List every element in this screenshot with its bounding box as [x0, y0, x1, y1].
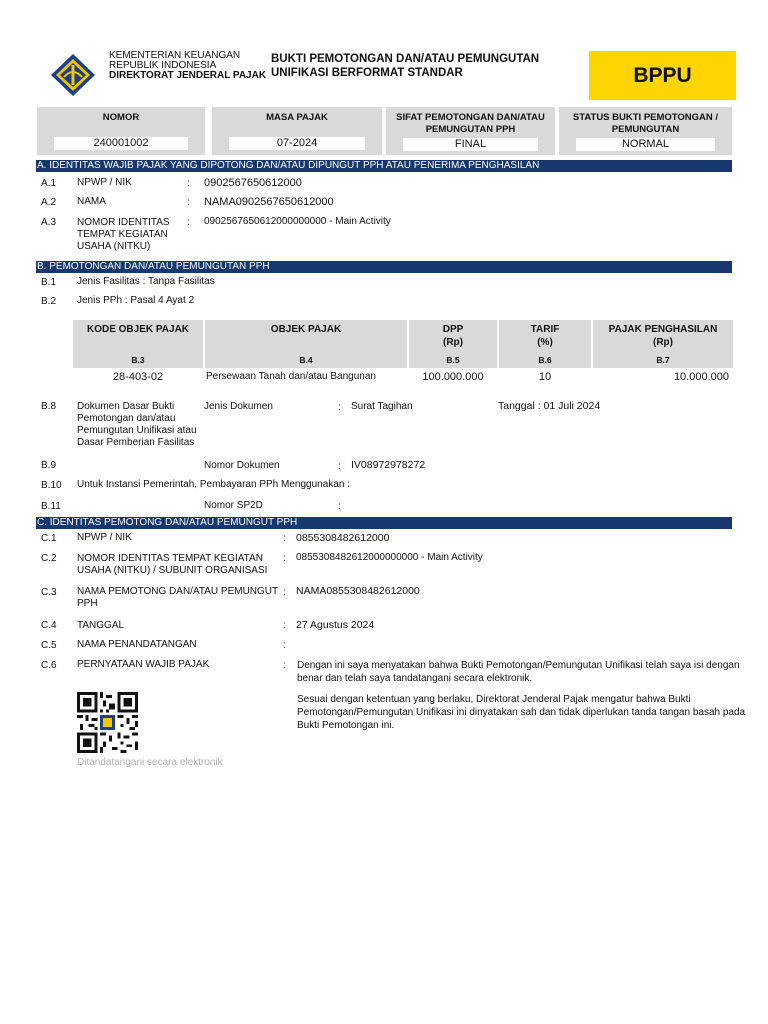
th-kode-code: B.3: [131, 355, 145, 365]
c6-p1-line-2: benar dan telah saya tandatangani secara elektronik.: [297, 673, 533, 684]
status-value: NORMAL: [576, 138, 715, 151]
th-pph-label-2: (Rp): [653, 337, 673, 348]
ministry-line-3: DIREKTORAT JENDERAL PAJAK: [109, 70, 267, 81]
th-objek: [205, 320, 407, 368]
c2-label: [77, 553, 267, 577]
masa-pajak-box: [212, 107, 382, 155]
a3-label-1: NOMOR IDENTITAS: [77, 217, 170, 228]
document-title: [271, 52, 571, 80]
row-pph: 10.000.000: [673, 371, 729, 383]
sifat-label-2: PEMUNGUTAN PPH: [425, 124, 516, 135]
c3-number: C.3: [41, 587, 57, 598]
th-tarif-label-1: TARIF: [530, 324, 560, 335]
signed-note: Ditandatangani secara elektronik: [77, 757, 223, 768]
b8-jenis-value: Surat Tagihan: [351, 401, 413, 412]
sifat-value: FINAL: [403, 138, 538, 151]
b11-label: Nomor SP2D: [204, 500, 263, 511]
th-pph-code: B.7: [656, 355, 670, 365]
masa-pajak-value: 07-2024: [229, 137, 365, 150]
th-dpp-label: [409, 323, 497, 349]
nomor-value: 240001002: [54, 137, 188, 150]
b1-text: Jenis Fasilitas : Tanpa Fasilitas: [77, 276, 215, 287]
c6-statement-1: [297, 659, 740, 685]
nomor-box: [37, 107, 205, 155]
masa-pajak-label: MASA PAJAK: [266, 112, 328, 123]
a2-number: A.2: [41, 197, 57, 208]
sifat-box: [386, 107, 555, 155]
b8-label-2: Pemotongan dan/atau: [77, 413, 176, 424]
b11-colon: :: [338, 501, 341, 512]
c6-p1-line-1: Dengan ini saya menyatakan bahwa Bukti Pemotongan/Pemungutan Unifikasi telah saya isi dengan: [297, 660, 740, 671]
c4-colon: :: [283, 620, 286, 631]
b8-label-3: Pemungutan Unifikasi atau: [77, 425, 197, 436]
c5-label: NAMA PENANDATANGAN: [77, 639, 197, 650]
b8-colon: :: [338, 402, 341, 413]
a1-label: NPWP / NIK: [77, 177, 132, 188]
row-dpp: 100.000.000: [422, 371, 484, 383]
a3-label-3: USAHA (NITKU): [77, 241, 151, 252]
b9-colon: :: [338, 461, 341, 472]
th-pph-label-1: PAJAK PENGHASILAN: [608, 324, 718, 335]
a2-label: NAMA: [77, 196, 106, 207]
ministry-name: [109, 51, 266, 81]
b10-number: B.10: [41, 480, 62, 491]
th-dpp: [409, 320, 497, 368]
section-b-title: B. PEMOTONGAN DAN/ATAU PEMUNGUTAN PPH: [36, 261, 732, 273]
th-tarif-code: B.6: [538, 355, 552, 365]
c6-number: C.6: [41, 660, 57, 671]
th-kode-label: KODE OBJEK PAJAK: [86, 324, 190, 335]
ministry-line-2: REPUBLIK INDONESIA: [109, 60, 217, 71]
kemenkeu-logo: [50, 53, 96, 97]
b10-text: Untuk Instansi Pemerintah, Pembayaran PPh Menggunakan :: [77, 479, 350, 490]
a1-number: A.1: [41, 178, 57, 189]
c6-p2-line-1: Sesuai dengan ketentuan yang berlaku, Direktorat Jenderal Pajak mengatur bahwa Bukti: [297, 694, 691, 705]
b8-label: [77, 401, 197, 449]
tax-object-table-header: [73, 320, 733, 368]
b9-value: IV08972978272: [351, 459, 426, 471]
a3-label-2: TEMPAT KEGIATAN: [77, 229, 168, 240]
a1-colon: :: [187, 178, 190, 189]
th-tarif-label-2: (%): [537, 337, 553, 348]
th-objek-label: OBJEK PAJAK: [270, 324, 342, 335]
c4-number: C.4: [41, 620, 57, 631]
b11-number: B.11: [41, 501, 61, 512]
status-label: [559, 112, 732, 136]
c1-value: 0855308482612000: [296, 532, 390, 544]
c1-number: C.1: [41, 533, 57, 544]
sifat-label-1: SIFAT PEMOTONGAN DAN/ATAU: [396, 112, 545, 123]
b9-label: Nomor Dokumen: [204, 460, 280, 471]
c4-value: 27 Agustus 2024: [296, 619, 375, 631]
b8-number: B.8: [41, 401, 57, 412]
th-dpp-label-1: DPP: [442, 324, 464, 335]
c6-p2-line-3: Bukti Pemotongan ini.: [297, 720, 395, 731]
c3-value: NAMA0855308482612000: [296, 585, 420, 597]
c6-statement-2: [297, 693, 745, 732]
c5-number: C.5: [41, 640, 57, 651]
sifat-label: [386, 112, 555, 136]
bppu-badge: BPPU: [589, 51, 736, 100]
title-line-1: BUKTI PEMOTONGAN DAN/ATAU PEMUNGUTAN: [271, 53, 540, 65]
c6-colon: :: [283, 660, 286, 671]
status-box: [559, 107, 732, 155]
c3-label-1: NAMA PEMOTONG DAN/ATAU PEMUNGUT: [77, 586, 279, 597]
b2-text: Jenis PPh : Pasal 4 Ayat 2: [77, 295, 195, 306]
b8-tanggal: Tanggal : 01 Juli 2024: [498, 400, 601, 412]
nomor-label: NOMOR: [102, 112, 140, 123]
title-line-2: UNIFIKASI BERFORMAT STANDAR: [271, 67, 463, 79]
b8-jenis-label: Jenis Dokumen: [204, 401, 273, 412]
b8-label-1: Dokumen Dasar Bukti: [77, 401, 175, 412]
section-a-title: A. IDENTITAS WAJIB PAJAK YANG DIPOTONG DAN/ATAU DIPUNGUT PPH ATAU PENERIMA PENGHASILAN: [36, 160, 732, 172]
c1-label: NPWP / NIK: [77, 532, 132, 543]
c2-value: 0855308482612000000000 - Main Activity: [296, 552, 483, 563]
status-label-2: PEMUNGUTAN: [611, 124, 680, 135]
c1-colon: :: [283, 533, 286, 544]
th-pph-label: [593, 323, 733, 349]
c2-label-2: USAHA (NITKU) / SUBUNIT ORGANISASI: [77, 565, 268, 576]
c3-colon: :: [283, 587, 286, 598]
b2-number: B.2: [41, 296, 57, 307]
th-tarif: [499, 320, 591, 368]
c3-label-2: PPH: [77, 598, 98, 609]
a3-number: A.3: [41, 217, 57, 228]
c6-label: PERNYATAAN WAJIB PAJAK: [77, 659, 210, 670]
b8-label-4: Dasar Pemberian Fasilitas: [77, 437, 195, 448]
b9-number: B.9: [41, 460, 57, 471]
th-tarif-label: [499, 323, 591, 349]
th-objek-code: B.4: [299, 355, 313, 365]
th-dpp-code: B.5: [446, 355, 460, 365]
section-c-title: C. IDENTITAS PEMOTONG DAN/ATAU PEMUNGUT PPH: [36, 517, 732, 529]
a1-value: 0902567650612000: [204, 177, 302, 189]
row-tarif: 10: [538, 371, 552, 383]
a3-value: 0902567650612000000000 - Main Activity: [204, 216, 391, 227]
b1-number: B.1: [41, 277, 57, 288]
th-kode: [73, 320, 203, 368]
a2-value: NAMA0902567650612000: [204, 196, 334, 208]
row-kode: 28-403-02: [112, 371, 164, 383]
c6-p2-line-2: Pemotongan/Pemungutan Unifikasi ini dinyatakan sah dan tidak diperlukan tanda tangan basah pada: [297, 707, 746, 718]
th-pph: [593, 320, 733, 368]
qr-code-icon: [76, 692, 139, 753]
c5-colon: :: [283, 640, 286, 651]
a3-label: [77, 217, 170, 253]
th-dpp-label-2: (Rp): [443, 337, 463, 348]
c3-label: [77, 586, 278, 610]
c2-label-1: NOMOR IDENTITAS TEMPAT KEGIATAN: [77, 553, 263, 564]
a3-colon: :: [187, 217, 190, 228]
row-objek: Persewaan Tanah dan/atau Bangunan: [206, 371, 376, 382]
ministry-line-1: KEMENTERIAN KEUANGAN: [109, 50, 241, 61]
a2-colon: :: [187, 197, 190, 208]
c4-label: TANGGAL: [77, 620, 125, 631]
c2-colon: :: [283, 553, 286, 564]
c2-number: C.2: [41, 553, 57, 564]
status-label-1: STATUS BUKTI PEMOTONGAN /: [572, 112, 719, 123]
